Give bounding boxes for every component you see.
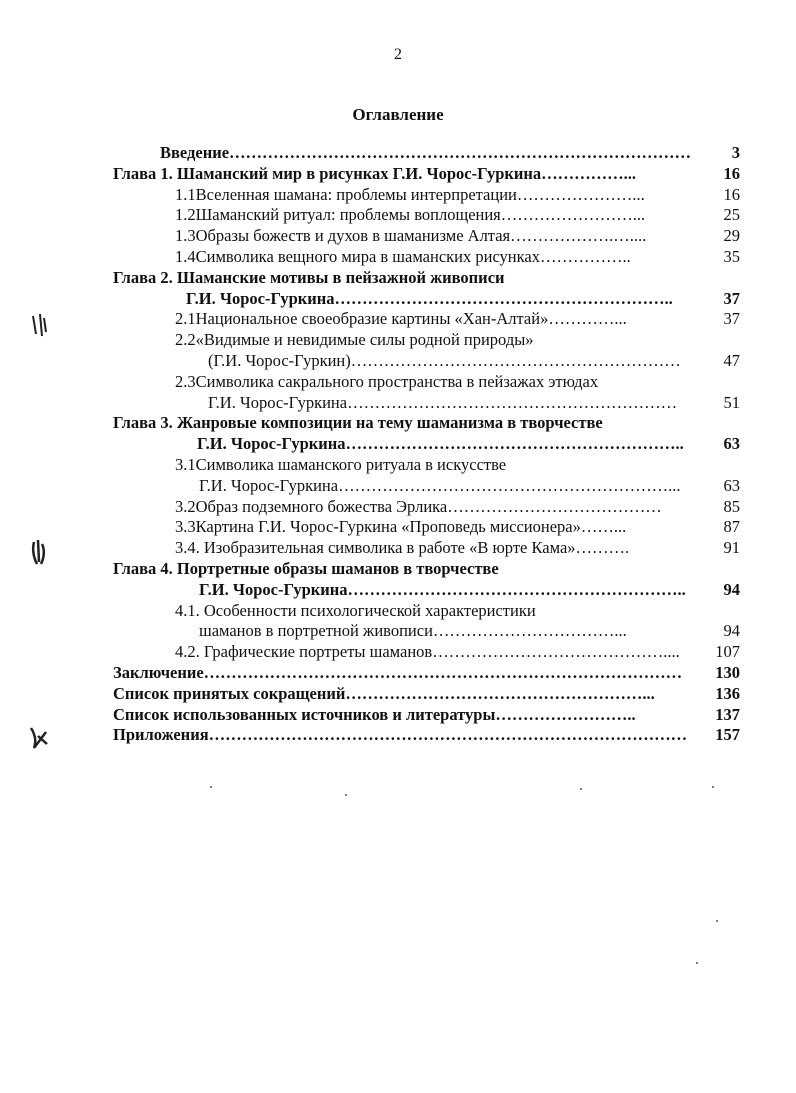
toc-entry-page: 29 — [723, 226, 740, 246]
toc-entry-page: 85 — [723, 496, 740, 516]
toc-entry-section — [0, 185, 796, 206]
toc-entry-title: 4.1. Особенности психологической характеристики — [175, 601, 696, 622]
toc-entry-section-cont — [0, 621, 796, 642]
toc-entry-title: Глава 3. Жанровые композиции на тему шаманизма в творчестве — [113, 413, 696, 434]
toc-entry-chapter-3 — [0, 413, 796, 434]
toc-entry-page: 94 — [723, 579, 740, 599]
toc-entry-title: Г.И. Чорос-Гуркина…………………………………………………….. — [197, 434, 696, 455]
toc-entry-title: 3.3Картина Г.И. Чорос-Гуркина «Проповедь миссионера»……... — [175, 517, 696, 538]
toc-entry-chapter-2 — [0, 268, 796, 289]
toc-entry-page: 16 — [723, 163, 740, 183]
toc-entry-title: Г.И. Чорос-Гуркина…………………………………………………… — [208, 393, 696, 414]
toc-entry-page: 137 — [715, 704, 740, 724]
toc-entry-title: (Г.И. Чорос-Гуркин)…………………………………………………… — [208, 351, 696, 372]
toc-entry-page: 63 — [723, 434, 740, 454]
toc-entry-page: 37 — [723, 309, 740, 329]
toc-entry-appendices — [0, 725, 796, 746]
toc-entry-title: Список использованных источников и литературы…………………….. — [113, 705, 696, 726]
toc-entry-title: 1.4Символика вещного мира в шаманских рисунках…………….. — [175, 247, 696, 268]
table-of-contents — [0, 143, 796, 746]
toc-entry-section-cont — [0, 393, 796, 414]
toc-entry-section-cont — [0, 476, 796, 497]
toc-entry-title: Г.И. Чорос-Гуркина……………………………………………………... — [199, 476, 696, 497]
page-number: 2 — [394, 46, 402, 63]
toc-entry-intro — [0, 143, 796, 164]
toc-entry-chapter-2-cont — [0, 289, 796, 310]
toc-entry-section — [0, 247, 796, 268]
scan-speck — [696, 962, 698, 964]
scan-speck — [712, 786, 714, 788]
toc-entry-page: 16 — [723, 184, 740, 204]
toc-entry-title: 3.2Образ подземного божества Эрлика………………………………… — [175, 497, 696, 518]
toc-entry-conclusion — [0, 663, 796, 684]
scan-artifact-mark — [30, 538, 48, 566]
toc-entry-page: 107 — [715, 642, 740, 662]
toc-entry-page: 91 — [723, 538, 740, 558]
toc-entry-title: Введение………………………………………………………………………… — [160, 143, 696, 164]
toc-entry-title: 1.2Шаманский ритуал: проблемы воплощения……………………... — [175, 205, 696, 226]
toc-entry-section — [0, 309, 796, 330]
toc-entry-title: 4.2. Графические портреты шаманов…………………………………….... — [175, 642, 696, 663]
toc-entry-section — [0, 601, 796, 622]
toc-entry-section — [0, 226, 796, 247]
scan-artifact-mark — [28, 724, 50, 750]
toc-entry-page: 3 — [731, 143, 740, 162]
toc-entry-section — [0, 538, 796, 559]
toc-entry-title: Список принятых сокращений………………………………………………... — [113, 684, 696, 705]
toc-entry-section — [0, 372, 796, 393]
toc-entry-page: 94 — [723, 621, 740, 641]
scan-speck — [345, 794, 347, 796]
toc-entry-section-cont — [0, 351, 796, 372]
toc-entry-section — [0, 205, 796, 226]
toc-entry-title: 1.1Вселенная шамана: проблемы интерпретации…………………... — [175, 185, 696, 206]
toc-entry-title: Заключение…………………………………………………………………………… — [113, 663, 696, 684]
scan-speck — [716, 920, 718, 922]
toc-entry-section — [0, 642, 796, 663]
toc-entry-page: 130 — [715, 662, 740, 682]
toc-entry-page: 136 — [715, 683, 740, 703]
toc-entry-page: 157 — [715, 725, 740, 745]
toc-entry-section — [0, 455, 796, 476]
toc-entry-section — [0, 517, 796, 538]
toc-entry-title: Г.И. Чорос-Гуркина…………………………………………………….. — [199, 580, 696, 601]
toc-entry-section — [0, 497, 796, 518]
toc-entry-page: 47 — [723, 350, 740, 370]
toc-entry-title: 2.3Символика сакрального пространства в пейзажах этюдах — [175, 372, 696, 393]
toc-entry-section — [0, 330, 796, 351]
toc-entry-chapter-4 — [0, 559, 796, 580]
toc-entry-page: 25 — [723, 205, 740, 225]
toc-entry-title: Глава 2. Шаманские мотивы в пейзажной живописи — [113, 268, 696, 289]
toc-entry-chapter-1 — [0, 164, 796, 185]
scan-speck — [210, 786, 212, 788]
toc-entry-page: 87 — [723, 517, 740, 537]
scan-speck — [580, 788, 582, 790]
toc-entry-chapter-4-cont — [0, 580, 796, 601]
toc-entry-title: 2.1Национальное своеобразие картины «Хан-Алтай»…………... — [175, 309, 696, 330]
toc-entry-title: шаманов в портретной живописи……………………………... — [199, 621, 696, 642]
scan-artifact-mark — [30, 312, 48, 340]
toc-entry-page: 35 — [723, 246, 740, 266]
toc-entry-title: Глава 1. Шаманский мир в рисунках Г.И. Чорос-Гуркина……………... — [113, 164, 696, 185]
toc-entry-chapter-3-cont — [0, 434, 796, 455]
toc-entry-page: 51 — [723, 392, 740, 412]
toc-entry-abbreviations — [0, 684, 796, 705]
toc-entry-title: 2.2«Видимые и невидимые силы родной природы» — [175, 330, 696, 351]
toc-heading: Оглавление — [352, 105, 444, 124]
toc-entry-page: 37 — [723, 288, 740, 308]
toc-entry-title: 3.4. Изобразительная символика в работе «В юрте Кама»………. — [175, 538, 696, 559]
toc-entry-title: Приложения…………………………………………………………………………… — [113, 725, 696, 746]
toc-entry-title: 3.1Символика шаманского ритуала в искусстве — [175, 455, 696, 476]
toc-entry-page: 63 — [723, 475, 740, 495]
toc-entry-title: 1.3Образы божеств и духов в шаманизме Алтая……………….….... — [175, 226, 696, 247]
toc-entry-title: Г.И. Чорос-Гуркина…………………………………………………….. — [186, 289, 696, 310]
toc-entry-bibliography — [0, 705, 796, 726]
toc-entry-title: Глава 4. Портретные образы шаманов в творчестве — [113, 559, 696, 580]
